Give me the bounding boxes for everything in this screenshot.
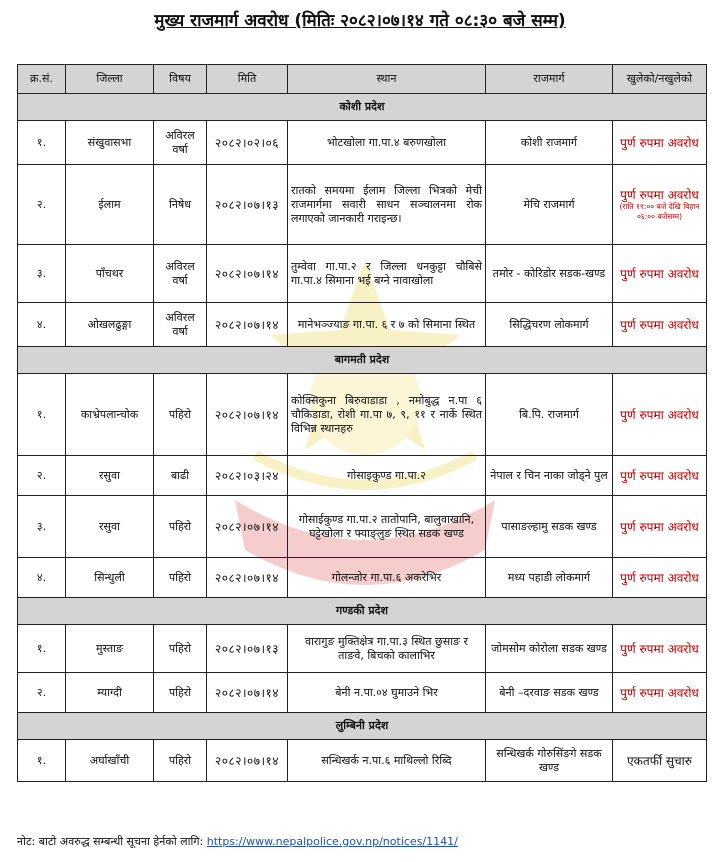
province-name: कोशी प्रदेश xyxy=(18,94,707,121)
status-text: पुर्ण रुपमा अवरोध xyxy=(620,685,699,700)
status-text: पुर्ण रुपमा अवरोध xyxy=(620,317,699,332)
footer-note xyxy=(17,834,458,849)
table-row xyxy=(18,374,707,456)
highway-cell: कोशी राजमार्ग xyxy=(486,121,613,165)
column-header: खुलेको/नखुलेको xyxy=(613,65,707,94)
date-cell: २०८२।०३।२४ xyxy=(207,456,288,496)
table-row xyxy=(18,245,707,303)
column-header: जिल्ला xyxy=(66,65,154,94)
status-text: पुर्ण रुपमा अवरोध xyxy=(620,135,699,150)
highway-cell: पासाङल्हामु सडक खण्ड xyxy=(486,496,613,558)
subject-cell: निषेध xyxy=(154,165,207,245)
district-cell: ईलाम xyxy=(66,165,154,245)
date-cell: २०८२।०७।१४ xyxy=(207,245,288,303)
notice-link[interactable]: https://www.nepalpolice.gov.np/notices/1141/ xyxy=(206,835,458,848)
column-header: राजमार्ग xyxy=(486,65,613,94)
serial-cell: १. xyxy=(18,374,66,456)
status-cell xyxy=(613,245,707,303)
subject-cell: पहिरो xyxy=(154,496,207,558)
place-cell: भोटखोला गा.पा.४ बरुणखोला xyxy=(288,121,486,165)
status-text: पुर्ण रुपमा अवरोध xyxy=(620,570,699,585)
serial-cell: २. xyxy=(18,165,66,245)
status-text: एकतर्फी सुचारु xyxy=(627,753,692,768)
status-cell xyxy=(613,673,707,713)
province-row xyxy=(18,713,707,740)
date-cell: २०८२।०७।१४ xyxy=(207,303,288,347)
status-cell xyxy=(613,496,707,558)
status-text: पुर्ण रुपमा अवरोध xyxy=(620,407,699,422)
province-name: लुम्बिनी प्रदेश xyxy=(18,713,707,740)
subject-cell: अविरल वर्षा xyxy=(154,303,207,347)
table-row xyxy=(18,740,707,782)
status-text: पुर्ण रुपमा अवरोध xyxy=(620,266,699,281)
date-cell: २०८२।०७।१३ xyxy=(207,625,288,673)
district-cell: मुस्ताङ xyxy=(66,625,154,673)
status-text: पुर्ण रुपमा अवरोध xyxy=(620,468,699,483)
serial-cell: १. xyxy=(18,740,66,782)
district-cell: सिन्धुली xyxy=(66,558,154,598)
province-row xyxy=(18,347,707,374)
subject-cell: बाढी xyxy=(154,456,207,496)
district-cell: संखुवासभा xyxy=(66,121,154,165)
date-cell: २०८२।०७।१४ xyxy=(207,740,288,782)
highway-cell: मेचि राजमार्ग xyxy=(486,165,613,245)
place-cell: रातको समयमा ईलाम जिल्ला भित्रको मेची राजमार्गमा सवारी साधन सञ्चालनमा रोक लगाएको जानकारी गराइन्छ। xyxy=(288,165,486,245)
table-body xyxy=(18,94,707,782)
district-cell: म्याग्दी xyxy=(66,673,154,713)
subject-cell: अविरल वर्षा xyxy=(154,121,207,165)
status-text: पुर्ण रुपमा अवरोध xyxy=(620,641,699,656)
subject-cell: पहिरो xyxy=(154,625,207,673)
district-cell: ओखलढुङ्गा xyxy=(66,303,154,347)
district-cell: काभ्रेपलान्चोक xyxy=(66,374,154,456)
highway-cell: बि.पि. राजमार्ग xyxy=(486,374,613,456)
subject-cell: पहिरो xyxy=(154,673,207,713)
serial-cell: १. xyxy=(18,121,66,165)
serial-cell: २. xyxy=(18,456,66,496)
highway-obstruction-table xyxy=(17,64,707,782)
highway-cell: मध्य पहाडी लोकमार्ग xyxy=(486,558,613,598)
date-cell: २०८२।०७।१३ xyxy=(207,165,288,245)
status-text: पुर्ण रुपमा अवरोध xyxy=(620,187,699,202)
table-row xyxy=(18,625,707,673)
status-cell xyxy=(613,456,707,496)
highway-cell: बेनी –दरवाङ सडक खण्ड xyxy=(486,673,613,713)
subject-cell: पहिरो xyxy=(154,558,207,598)
column-header: विषय xyxy=(154,65,207,94)
table-row xyxy=(18,303,707,347)
highway-cell: नेपाल र चिन नाका जोड्ने पुल xyxy=(486,456,613,496)
subject-cell: पहिरो xyxy=(154,740,207,782)
status-cell xyxy=(613,625,707,673)
status-cell xyxy=(613,740,707,782)
status-cell xyxy=(613,165,707,245)
serial-cell: ३. xyxy=(18,496,66,558)
district-cell: पाँचथर xyxy=(66,245,154,303)
column-header: क्र.सं. xyxy=(18,65,66,94)
province-row xyxy=(18,598,707,625)
status-cell xyxy=(613,374,707,456)
date-cell: २०८२।०७।१४ xyxy=(207,558,288,598)
status-text: पुर्ण रुपमा अवरोध xyxy=(620,519,699,534)
table-row xyxy=(18,121,707,165)
province-name: बागमती प्रदेश xyxy=(18,347,707,374)
page-title: मुख्य राजमार्ग अवरोध (मितिः २०८२।०७।१४ गते ०८:३० बजे सम्म) xyxy=(154,11,566,31)
serial-cell: ३. xyxy=(18,245,66,303)
place-cell: मानेभञ्ज्याङ गा.पा. ६ र ७ को सिमाना स्थित xyxy=(288,303,486,347)
table-row xyxy=(18,558,707,598)
date-cell: २०८२।०७।१४ xyxy=(207,496,288,558)
subject-cell: पहिरो xyxy=(154,374,207,456)
serial-cell: ४. xyxy=(18,303,66,347)
date-cell: २०८२।०७।१४ xyxy=(207,673,288,713)
place-cell: गोसाइकुण्ड गा.पा.२ xyxy=(288,456,486,496)
highway-cell: सन्धिखर्क गोरुसिंङगे सडक खण्ड xyxy=(486,740,613,782)
highway-cell: सिद्धिचरण लोकमार्ग xyxy=(486,303,613,347)
column-header: स्थान xyxy=(288,65,486,94)
table-row xyxy=(18,456,707,496)
table-row xyxy=(18,496,707,558)
status-note: (राति १९:०० बजे देखि बिहान ०६:०० बजेसम्म) xyxy=(619,201,700,221)
column-header: मिति xyxy=(207,65,288,94)
serial-cell: ४. xyxy=(18,558,66,598)
place-cell: कोक्सिकुना बिरुवाडाडा , नमोबुद्ध न.पा ६ चौकिडाडा, रोशी गा.पा ७, ९, ११ र नार्के स्थित विभिन्न स्थानहरु xyxy=(288,374,486,456)
highway-cell: जोमसोम कोरोला सडक खण्ड xyxy=(486,625,613,673)
place-cell: गोलन्जोर गा.पा.६ अकरेभिर xyxy=(288,558,486,598)
district-cell: रसुवा xyxy=(66,456,154,496)
date-cell: २०८२।०२।०६ xyxy=(207,121,288,165)
status-cell xyxy=(613,558,707,598)
date-cell: २०८२।०७।१४ xyxy=(207,374,288,456)
highway-cell: तमोर - कोरिडोर सडक-खण्ड xyxy=(486,245,613,303)
province-row xyxy=(18,94,707,121)
header-row xyxy=(18,65,707,94)
status-cell xyxy=(613,121,707,165)
serial-cell: २. xyxy=(18,673,66,713)
place-cell: गोसाईकुण्ड गा.पा.२ तातोपानि, बालुवाखानि, घट्टेखोला र फ्याङ्लुङ स्थित सडक खण्ड xyxy=(288,496,486,558)
footer-label: नोट: बाटो अवरुद्ध सम्बन्धी सूचना हेर्नको लागि: xyxy=(17,835,204,848)
place-cell: सन्धिखर्क न.पा.६ माथिल्लो रिब्दि xyxy=(288,740,486,782)
district-cell: रसुवा xyxy=(66,496,154,558)
status-cell xyxy=(613,303,707,347)
place-cell: वारागुङ मुक्तिक्षेत्र गा.पा.३ स्थित छुसाङ र ताङवे, बिचको कालाभिर xyxy=(288,625,486,673)
table-row xyxy=(18,165,707,245)
province-name: गण्डकी प्रदेश xyxy=(18,598,707,625)
place-cell: तुम्वेवा गा.पा.२ र जिल्ला धनकुट्टा चौबिसे गा.पा.४ सिमाना भई बग्ने नावाखोला xyxy=(288,245,486,303)
subject-cell: अविरल वर्षा xyxy=(154,245,207,303)
district-cell: अर्घाखाँची xyxy=(66,740,154,782)
serial-cell: १. xyxy=(18,625,66,673)
table-row xyxy=(18,673,707,713)
place-cell: बेनी न.पा.०४ घुमाउने भिर xyxy=(288,673,486,713)
